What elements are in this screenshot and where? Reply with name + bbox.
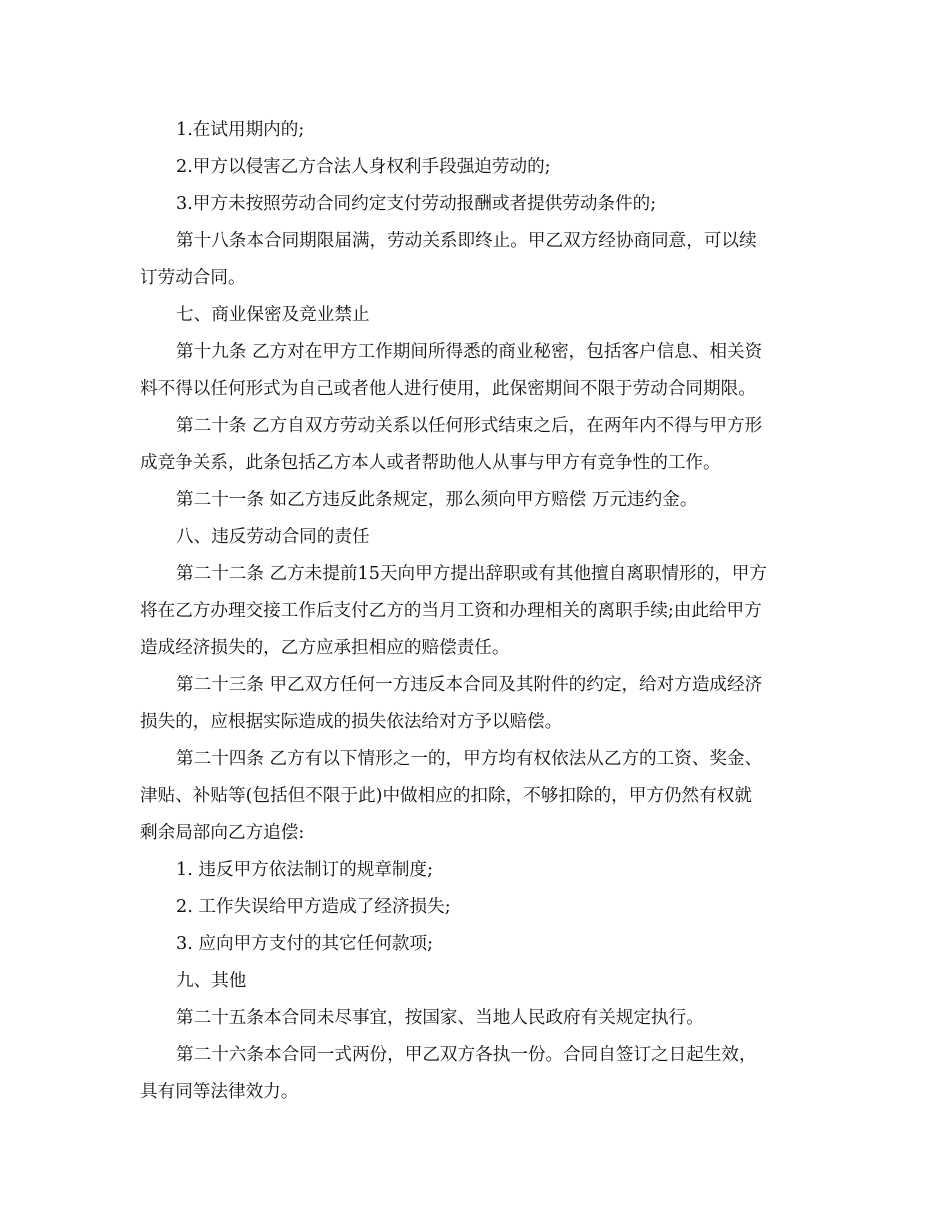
list-item-5: 2. 工作失误给甲方造成了经济损失; [176,897,451,917]
clause-24-line-2: 津贴、补贴等(包括但不限于此)中做相应的扣除，不够扣除的，甲方仍然有权就 [140,786,752,806]
section-heading-9: 九、其他 [176,971,247,991]
clause-26-line-1: 第二十六条本合同一式两份，甲乙双方各执一份。合同自签订之日起生效， [176,1045,757,1065]
clause-20-line-2: 成竞争关系，此条包括乙方本人或者帮助他人从事与甲方有竞争性的工作。 [140,453,721,473]
clause-18-line-1: 第十八条本合同期限届满，劳动关系即终止。甲乙双方经协商同意，可以续 [176,231,757,251]
clause-25: 第二十五条本合同未尽事宜，按国家、当地人民政府有关规定执行。 [176,1008,704,1028]
clause-26-line-2: 具有同等法律效力。 [140,1082,299,1102]
clause-22-line-2: 将在乙方办理交接工作后支付乙方的当月工资和办理相关的离职手续;由此给甲方 [140,601,762,621]
clause-23-line-2: 损失的，应根据实际造成的损失依法给对方予以赔偿。 [140,712,563,732]
clause-22-line-1: 第二十二条 乙方未提前15天向甲方提出辞职或有其他擅自离职情形的，甲方 [176,564,767,584]
clause-22-line-3: 造成经济损失的，乙方应承担相应的赔偿责任。 [140,638,510,658]
list-item-3: 3.甲方未按照劳动合同约定支付劳动报酬或者提供劳动条件的; [176,194,657,214]
clause-24-line-1: 第二十四条 乙方有以下情形之一的，甲方均有权依法从乙方的工资、奖金、 [176,749,763,769]
list-item-4: 1. 违反甲方依法制订的规章制度; [176,860,434,880]
list-item-6: 3. 应向甲方支付的其它任何款项; [176,934,434,954]
clause-20-line-1: 第二十条 乙方自双方劳动关系以任何形式结束之后，在两年内不得与甲方形 [176,416,763,436]
section-heading-7: 七、商业保密及竞业禁止 [176,305,370,325]
clause-24-line-3: 剩余局部向乙方追偿: [140,823,305,843]
list-item-1: 1.在试用期内的; [176,120,305,140]
clause-23-line-1: 第二十三条 甲乙双方任何一方违反本合同及其附件的约定，给对方造成经济 [176,675,763,695]
clause-19-line-1: 第十九条 乙方对在甲方工作期间所得悉的商业秘密，包括客户信息、相关资 [176,342,763,362]
section-heading-8: 八、违反劳动合同的责任 [176,527,370,547]
list-item-2: 2.甲方以侵害乙方合法人身权利手段强迫劳动的; [176,157,551,177]
clause-21: 第二十一条 如乙方违反此条规定，那么须向甲方赔偿 万元违约金。 [176,490,698,510]
clause-18-line-2: 订劳动合同。 [140,268,246,288]
clause-19-line-2: 料不得以任何形式为自己或者他人进行使用，此保密期间不限于劳动合同期限。 [140,379,756,399]
